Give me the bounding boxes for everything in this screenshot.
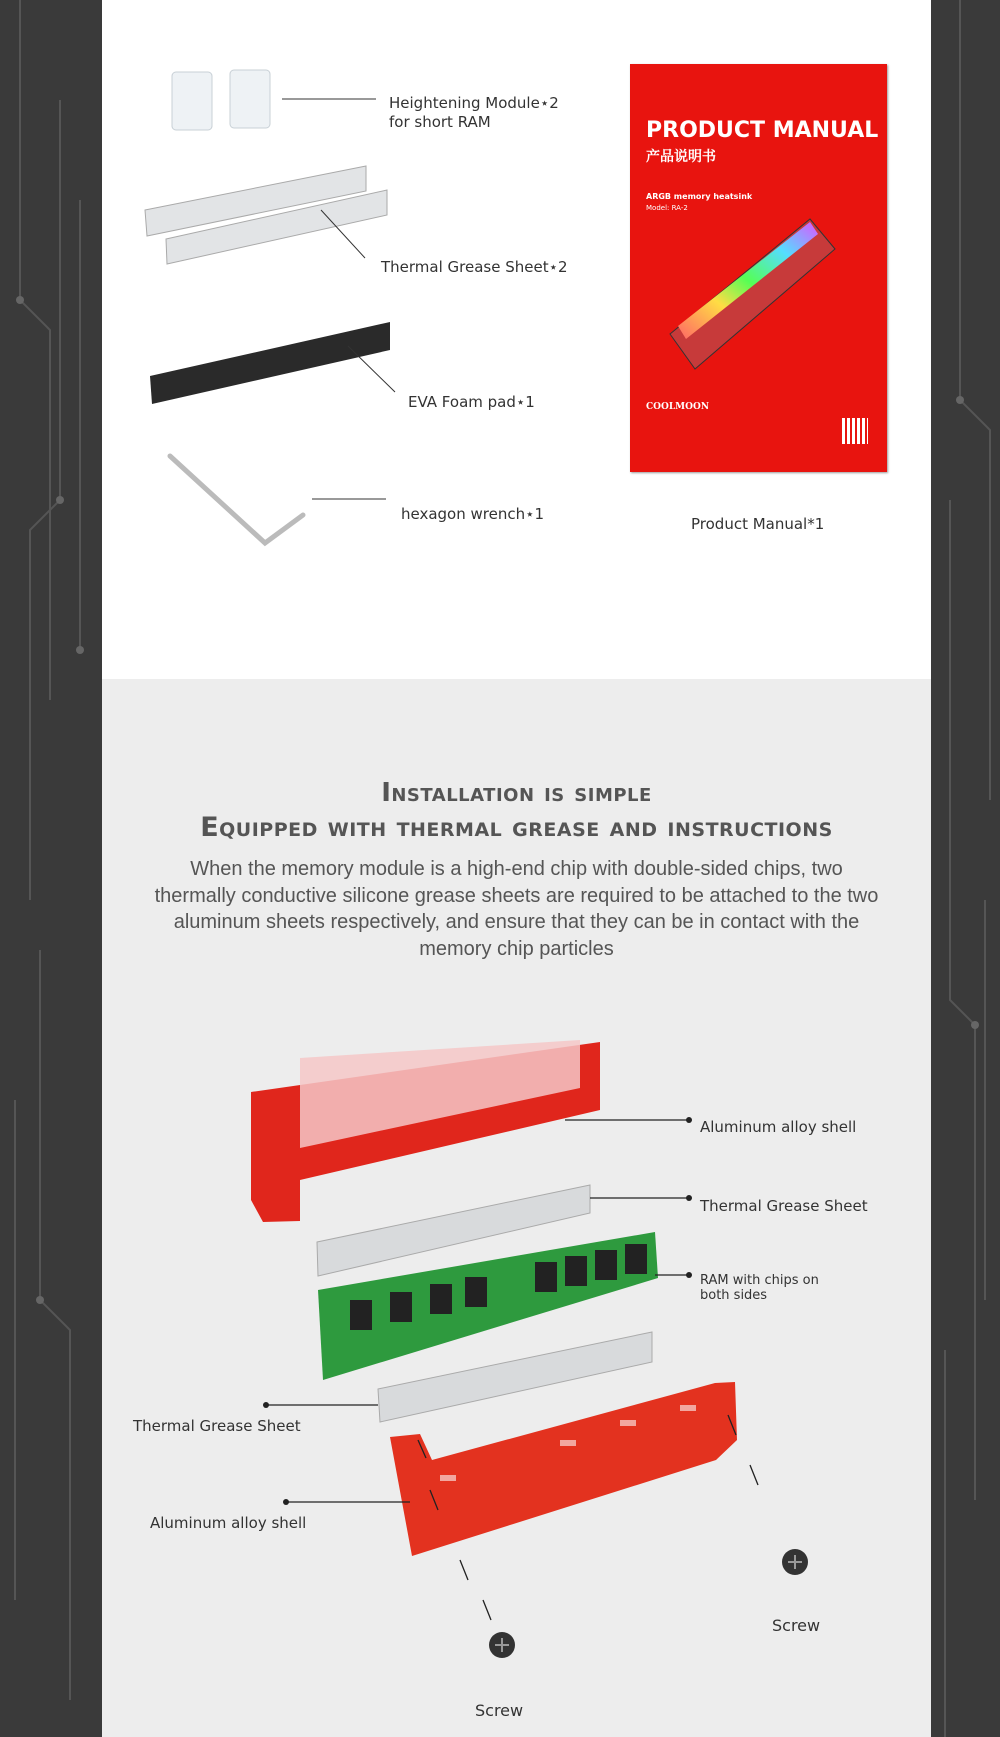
installation-description: When the memory module is a high-end chip with double-sided chips, two thermally conductive silicone grease sheets are required to be attached to the two aluminum sheets respectively, and ensure that they can be in contact with the memory chip particles — [154, 858, 879, 960]
top-grease-label: Thermal Grease Sheet — [700, 1197, 868, 1215]
screw-icon — [489, 1632, 515, 1658]
top-shell-label: Aluminum alloy shell — [700, 1118, 857, 1136]
thermal-grease-label: Thermal Grease Sheet⋆2 — [381, 258, 568, 276]
bottom-grease-label: Thermal Grease Sheet — [133, 1417, 301, 1435]
heightening-module-sublabel: for short RAM — [389, 113, 491, 131]
heightening-module-label: Heightening Module⋆2 — [389, 94, 559, 112]
manual-cover-brand: COOLMOON — [646, 402, 710, 412]
manual-heatsink-image — [660, 214, 860, 374]
screw-right-label: Screw — [772, 1616, 821, 1635]
product-manual-image — [630, 64, 887, 472]
exploded-diagram — [0, 1000, 1000, 1737]
bottom-shell-label: Aluminum alloy shell — [150, 1514, 307, 1532]
installation-heading: Installation is simple — [381, 778, 652, 808]
ram-label-line1: RAM with chips on — [700, 1273, 819, 1288]
product-manual-label: Product Manual*1 — [691, 515, 825, 533]
manual-cover-title: PRODUCT MANUAL — [646, 118, 879, 143]
ram-label-line2: both sides — [700, 1288, 768, 1303]
eva-foam-pad-image — [150, 322, 390, 404]
screw-icon — [782, 1549, 808, 1575]
manual-cover-model: Model: RA-2 — [646, 204, 688, 212]
eva-foam-label: EVA Foam pad⋆1 — [408, 393, 535, 411]
manual-cover-title-cn: 产品说明书 — [646, 149, 716, 165]
manual-cover-subtitle: ARGB memory heatsink — [646, 192, 753, 201]
screw-left-label: Screw — [475, 1701, 524, 1720]
wrench-label: hexagon wrench⋆1 — [401, 505, 545, 523]
hexagon-wrench-image — [170, 456, 303, 543]
thermal-grease-sheet-image — [145, 166, 387, 264]
installation-subheading: Equipped with thermal grease and instructions — [200, 812, 833, 843]
qr-code-icon — [842, 418, 868, 444]
heightening-module-image — [172, 70, 270, 130]
